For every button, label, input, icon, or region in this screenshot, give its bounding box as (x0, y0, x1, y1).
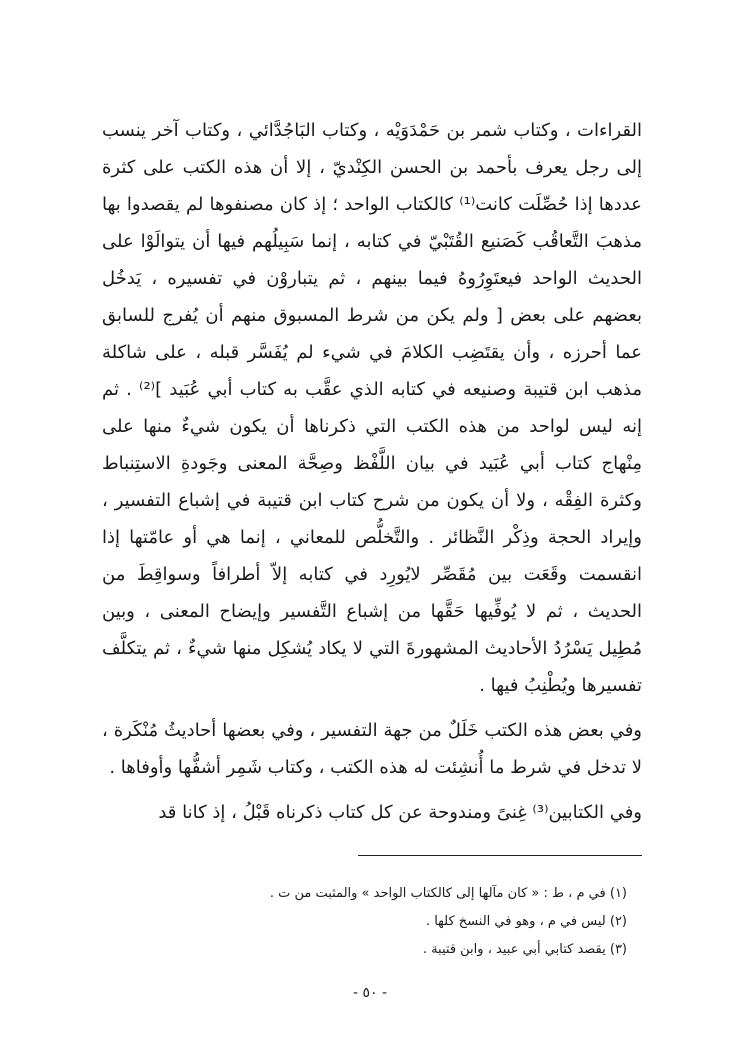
paragraph-2: وفي بعض هذه الكتب خَلَلٌ من جهة التفسير ، وفي بعضها أحاديثُ مُنْكَرة ، لا تدخل في شرط ما أُنشِئت له هذه الكتب ، وكتاب شَمِر أشفُّها وأوفاها . (102, 720, 642, 778)
main-text-block (102, 112, 642, 831)
paragraph-1: القراءات ، وكتاب شمر بن حَمْدَوَيْه ، وكتاب البَاجُدَّائي ، وكتاب آخر ينسب إلى رجل يعرف بأحمد بن الحسن الكِنْديّ ، إلا أن هذه الكتب على كثرة عددها إذا حُصِّلَت كانت⁽¹⁾ كالكتاب الواحد ؛ إذ كان مصنفوها لم يقصدوا بها مذهبَ التَّعاقُب كَصَنيع القُتَبْيّ في كتابه ، إنما سَبِيلُهم فيها أن يتوالَوْا على الحديث الواحد فيعتَوِرُوهُ فيما بينهم ، ثم يتباروْن في تفسيره ، يَدخُل بعضهم على بعض [ ولم يكن من شرط المسبوق منهم أن يُفرج للسابق عما أحرزه ، وأن يقتَضِب الكلامَ في شيء لم يُفَسَّر قبله ، على شاكلة مذهب ابن قتيبة وصنيعه في كتابه الذي عقَّب به كتاب أبي عُبَيد ]⁽²⁾ . ثم إنه ليس لواحد من هذه الكتب التي ذكرناها أن يكون شيءٌ منها على مِنْهاج كتاب أبي عُبَيد في بيان اللَّفْظ وصِحَّة المعنى وجَودةِ الاستِنباط وكثرة الفِقْه ، ولا أن يكون من شرح كتاب ابن قتيبة في إشباع التفسير ، وإيراد الحجة وذِكْر النَّظائر . والتَّخلُّص للمعاني ، إنما هي أو عامّتها إذا انقسمت وقَعَت بين مُقَصِّر لايُورِد في كتابه إلاّ أطرافاً وسواقِطَ من الحديث ، ثم لا يُوفِّيها حَقَّها من إشباع التَّفسير وإيضاح المعنى ، وبين مُطِيل يَسْرُدُ الأحاديث المشهورةَ التي لا يكاد يُشكِل منها شيءٌ ، ثم يتكلَّف تفسيرها ويُطْنِبُ فيها . (102, 120, 643, 696)
footnotes-block (102, 880, 627, 964)
footnote-2: (٢) ليس في م ، وهو في النسخ كلها . (425, 914, 627, 929)
page-number: - ٥٠ - (352, 985, 388, 1001)
paragraph-3: وفي الكتابين⁽³⁾ غِنىً ومندوحة عن كل كتاب ذكرناه قَبْلُ ، إذ كانا قد (158, 802, 642, 823)
footnote-1: (١) في م ، ط : « كان مآلها إلى كالكتاب الواحد » والمثبت من ت . (269, 886, 627, 901)
footnote-3: (٣) يقصد كتابي أبي عبيد ، وابن قتيبة . (422, 942, 627, 957)
footnote-separator (358, 855, 642, 856)
